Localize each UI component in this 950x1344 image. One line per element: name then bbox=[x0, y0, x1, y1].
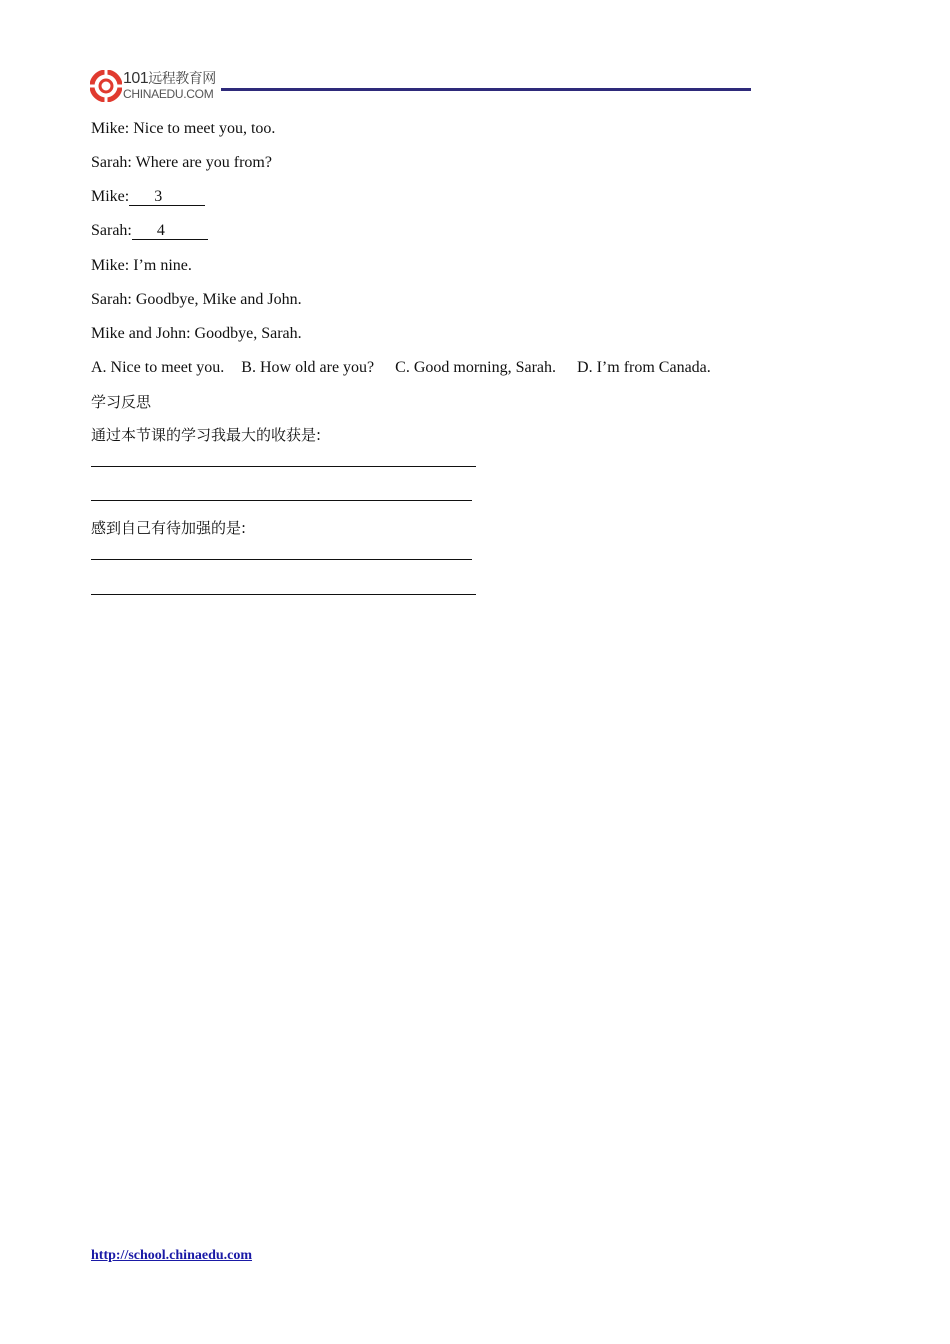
page-header bbox=[90, 70, 752, 102]
option-b: B. How old are you? bbox=[241, 359, 375, 376]
logo-english: CHINAEDU.COM bbox=[123, 87, 214, 101]
reflection-heading: 学习反思 bbox=[91, 393, 152, 411]
option-a: A. Nice to meet you. bbox=[91, 359, 225, 376]
answer-rule[interactable] bbox=[91, 594, 476, 595]
improve-prompt: 感到自己有待加强的是: bbox=[91, 519, 247, 537]
header-rule bbox=[221, 88, 751, 91]
dialogue-line: Sarah: Where are you from? bbox=[91, 154, 272, 171]
answer-rule[interactable] bbox=[91, 500, 472, 501]
option-d: D. I’m from Canada. bbox=[577, 359, 711, 376]
blank-line-4 bbox=[91, 221, 208, 241]
dialogue-line: Mike: Nice to meet you, too. bbox=[91, 120, 276, 137]
answer-options bbox=[91, 358, 711, 378]
logo-number: 101 bbox=[123, 70, 149, 87]
footer-link[interactable]: http://school.chinaedu.com bbox=[91, 1248, 253, 1263]
chinaedu-logo-icon bbox=[90, 70, 122, 102]
logo-chinese: 远程教育网 bbox=[148, 71, 216, 87]
blank-speaker: Sarah: bbox=[91, 222, 132, 239]
blank-line-3 bbox=[91, 187, 205, 207]
gain-prompt: 通过本节课的学习我最大的收获是: bbox=[91, 426, 322, 444]
answer-blank-3[interactable] bbox=[129, 188, 205, 206]
dialogue-line: Sarah: Goodbye, Mike and John. bbox=[91, 291, 302, 308]
blank-number: 3 bbox=[154, 188, 163, 205]
option-c: C. Good morning, Sarah. bbox=[395, 359, 557, 376]
answer-rule[interactable] bbox=[91, 559, 472, 560]
dialogue-line: Mike and John: Goodbye, Sarah. bbox=[91, 325, 302, 342]
blank-number: 4 bbox=[156, 222, 165, 239]
answer-blank-4[interactable] bbox=[132, 222, 208, 240]
answer-rule[interactable] bbox=[91, 466, 476, 467]
blank-speaker: Mike: bbox=[91, 188, 130, 205]
dialogue-line: Mike: I’m nine. bbox=[91, 257, 192, 274]
logo-wordmark bbox=[123, 70, 216, 101]
